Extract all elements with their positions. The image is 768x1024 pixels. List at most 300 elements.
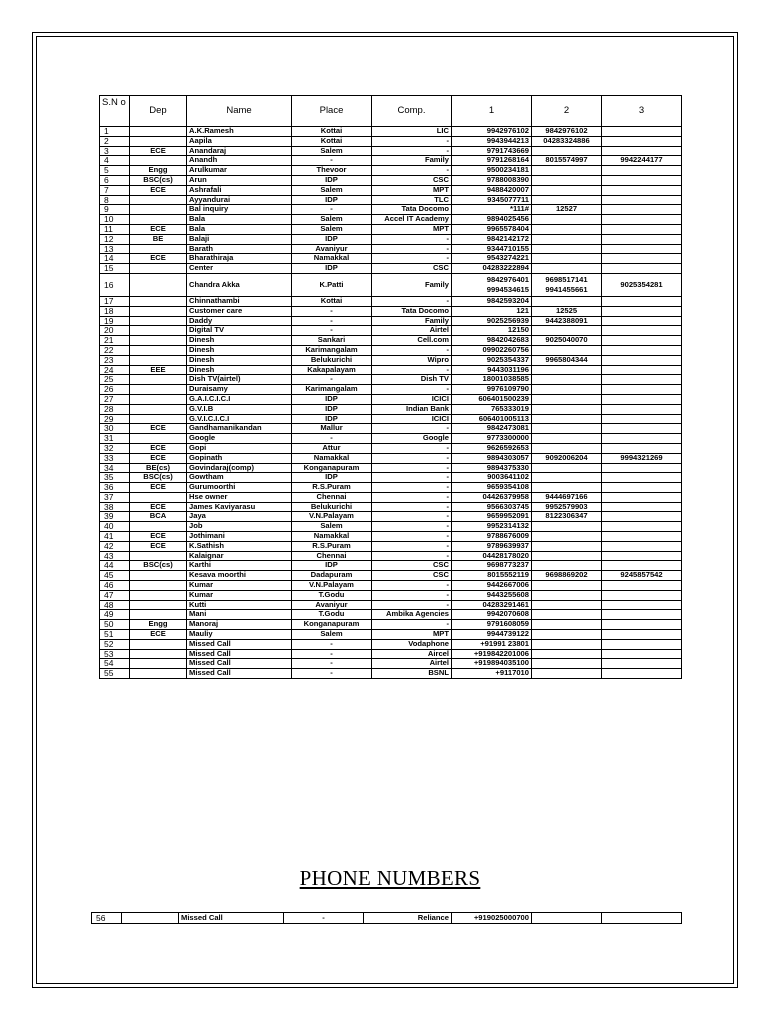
cell-sn: 18 [100, 306, 130, 316]
cell-phone-1: 9894303057 [452, 453, 532, 463]
cell-phone-3 [602, 254, 682, 264]
cell-dep: BE(cs) [130, 463, 187, 473]
cell-dep: EEE [130, 365, 187, 375]
cell-phone-1: 9976109790 [452, 385, 532, 395]
cell-place: V.N.Palayam [292, 581, 372, 591]
cell-comp: CSC [372, 561, 452, 571]
cell-phone-3: 9942244177 [602, 156, 682, 166]
table-row [100, 434, 682, 444]
cell-comp: Dish TV [372, 375, 452, 385]
cell-sn: 25 [100, 375, 130, 385]
table-row [100, 443, 682, 453]
cell-place: - [292, 669, 372, 679]
cell-place: K.Patti [292, 273, 372, 296]
cell-comp: ICICI [372, 414, 452, 424]
cell-phone-1: +919894035100 [452, 659, 532, 669]
cell-phone-2 [532, 541, 602, 551]
cell-dep [130, 649, 187, 659]
table-row [100, 463, 682, 473]
header-comp: Comp. [372, 96, 452, 127]
cell-dep [122, 913, 179, 924]
cell-phone-1: 9659354108 [452, 483, 532, 493]
cell-phone-3 [602, 234, 682, 244]
cell-phone-1: 9952314132 [452, 522, 532, 532]
cell-place: - [292, 375, 372, 385]
cell-comp: Tata Docomo [372, 205, 452, 215]
cell-sn: 2 [100, 136, 130, 146]
cell-comp: CSC [372, 571, 452, 581]
cell-sn: 40 [100, 522, 130, 532]
cell-phone-3 [602, 512, 682, 522]
cell-sn: 21 [100, 336, 130, 346]
cell-phone-1: 04283291461 [452, 600, 532, 610]
cell-phone-2 [532, 224, 602, 234]
cell-dep [130, 127, 187, 137]
cell-name: Gurumoorthi [187, 483, 292, 493]
table-row [100, 659, 682, 669]
cell-place: Kottai [292, 127, 372, 137]
cell-phone-1: 9659952091 [452, 512, 532, 522]
cell-phone-3 [602, 224, 682, 234]
cell-dep [130, 669, 187, 679]
cell-phone-3 [602, 610, 682, 620]
cell-comp: - [372, 443, 452, 453]
cell-phone-2: 12527 [532, 205, 602, 215]
cell-comp: - [372, 345, 452, 355]
cell-name: Bala [187, 215, 292, 225]
cell-name: G.V.I.C.I.C.I [187, 414, 292, 424]
cell-name: Bharathiraja [187, 254, 292, 264]
cell-sn: 12 [100, 234, 130, 244]
cell-name: Missed Call [187, 669, 292, 679]
cell-phone-1: 9791608059 [452, 620, 532, 630]
cell-phone-3 [602, 215, 682, 225]
cell-phone-3 [602, 630, 682, 640]
cell-phone-1: 18001038585 [452, 375, 532, 385]
cell-name: Dinesh [187, 365, 292, 375]
cell-phone-2 [532, 590, 602, 600]
cell-name: Kumar [187, 581, 292, 591]
table-row [100, 345, 682, 355]
cell-dep [130, 414, 187, 424]
table-row [100, 375, 682, 385]
table-row [100, 385, 682, 395]
cell-dep: ECE [130, 224, 187, 234]
cell-dep [130, 434, 187, 444]
cell-phone-2 [532, 424, 602, 434]
table-row [100, 234, 682, 244]
cell-place: Belukurichi [292, 355, 372, 365]
cell-phone-1-line: 9994534615 [486, 284, 529, 294]
cell-phone-3 [602, 541, 682, 551]
table-row [100, 146, 682, 156]
cell-phone-2 [532, 375, 602, 385]
cell-phone-1: 9842593204 [452, 296, 532, 306]
cell-place: Salem [292, 215, 372, 225]
cell-place: Konganapuram [292, 620, 372, 630]
cell-dep: Engg [130, 166, 187, 176]
cell-place: Konganapuram [292, 463, 372, 473]
cell-name: Missed Call [187, 659, 292, 669]
cell-dep [130, 551, 187, 561]
cell-name: Dinesh [187, 355, 292, 365]
cell-phone-2 [532, 394, 602, 404]
cell-phone-2: 04283324886 [532, 136, 602, 146]
cell-phone-2 [532, 473, 602, 483]
cell-phone-1 [452, 273, 532, 296]
cell-phone-2 [532, 630, 602, 640]
cell-phone-3 [602, 264, 682, 274]
cell-sn: 10 [100, 215, 130, 225]
cell-phone-2: 9842976102 [532, 127, 602, 137]
cell-place: Chennai [292, 492, 372, 502]
cell-place: Sankari [292, 336, 372, 346]
cell-name: Job [187, 522, 292, 532]
cell-phone-3 [602, 205, 682, 215]
cell-name: Jothimani [187, 532, 292, 542]
cell-place: Avaniyur [292, 600, 372, 610]
cell-phone-3 [602, 136, 682, 146]
cell-comp: Reliance [364, 913, 452, 924]
cell-place: Namakkal [292, 453, 372, 463]
table-row [100, 541, 682, 551]
cell-phone-1: 04426379958 [452, 492, 532, 502]
cell-phone-1: 9944739122 [452, 630, 532, 640]
cell-phone-3 [602, 913, 682, 924]
cell-place: Attur [292, 443, 372, 453]
cell-phone-3 [602, 561, 682, 571]
cell-sn: 1 [100, 127, 130, 137]
cell-phone-3 [602, 185, 682, 195]
cell-phone-3 [602, 649, 682, 659]
header-name: Name [187, 96, 292, 127]
table-row [92, 913, 682, 924]
cell-comp: Airtel [372, 326, 452, 336]
cell-sn: 22 [100, 345, 130, 355]
cell-name: Chinnathambi [187, 296, 292, 306]
cell-phone-2 [532, 551, 602, 561]
cell-phone-1: +919842201006 [452, 649, 532, 659]
cell-phone-2 [532, 273, 602, 296]
cell-dep [130, 590, 187, 600]
table-row [100, 185, 682, 195]
cell-sn: 36 [100, 483, 130, 493]
cell-sn: 3 [100, 146, 130, 156]
cell-phone-2 [532, 254, 602, 264]
cell-sn: 47 [100, 590, 130, 600]
table-row [100, 453, 682, 463]
cell-phone-1: 9626592653 [452, 443, 532, 453]
cell-comp: Family [372, 316, 452, 326]
cell-sn: 30 [100, 424, 130, 434]
cell-name: Digital TV [187, 326, 292, 336]
table-row [100, 404, 682, 414]
cell-place: Belukurichi [292, 502, 372, 512]
table-row [100, 365, 682, 375]
cell-place: - [292, 639, 372, 649]
cell-place: Karimangalam [292, 345, 372, 355]
cell-comp: Ambika Agencies [372, 610, 452, 620]
cell-phone-2 [532, 146, 602, 156]
cell-phone-3 [602, 581, 682, 591]
cell-name: A.K.Ramesh [187, 127, 292, 137]
cell-phone-2 [532, 234, 602, 244]
table-row [100, 175, 682, 185]
cell-place: - [292, 316, 372, 326]
cell-name: Barath [187, 244, 292, 254]
table-row [100, 551, 682, 561]
cell-comp: - [372, 541, 452, 551]
cell-comp: - [372, 385, 452, 395]
cell-phone-1: 9344710155 [452, 244, 532, 254]
cell-dep: ECE [130, 453, 187, 463]
cell-place: Salem [292, 522, 372, 532]
cell-comp: Wipro [372, 355, 452, 365]
cell-dep: ECE [130, 185, 187, 195]
cell-dep: ECE [130, 483, 187, 493]
cell-sn: 7 [100, 185, 130, 195]
cell-place: IDP [292, 414, 372, 424]
cell-phone-3 [602, 404, 682, 414]
page-title: PHONE NUMBERS [299, 866, 481, 890]
cell-comp: Family [372, 156, 452, 166]
cell-comp: - [372, 234, 452, 244]
cell-phone-2 [532, 649, 602, 659]
cell-comp: - [372, 600, 452, 610]
cell-phone-1: 9788676009 [452, 532, 532, 542]
table-row [100, 306, 682, 316]
cell-sn: 49 [100, 610, 130, 620]
cell-name: Karthi [187, 561, 292, 571]
cell-sn: 5 [100, 166, 130, 176]
cell-name: Aapila [187, 136, 292, 146]
cell-comp: Indian Bank [372, 404, 452, 414]
cell-phone-1: 04283222894 [452, 264, 532, 274]
cell-name: Mauliy [187, 630, 292, 640]
cell-phone-3 [602, 669, 682, 679]
cell-phone-3 [602, 473, 682, 483]
table-row [100, 561, 682, 571]
cell-phone-3 [602, 620, 682, 630]
cell-name: Hse owner [187, 492, 292, 502]
cell-name: Bal inquiry [187, 205, 292, 215]
cell-name: Dish TV(airtel) [187, 375, 292, 385]
cell-name: Bala [187, 224, 292, 234]
cell-name: Dinesh [187, 336, 292, 346]
cell-phone-2 [532, 264, 602, 274]
cell-phone-1: 9894025456 [452, 215, 532, 225]
cell-dep: ECE [130, 424, 187, 434]
cell-dep: BE [130, 234, 187, 244]
cell-name: Kalaignar [187, 551, 292, 561]
cell-phone-3 [602, 146, 682, 156]
cell-phone-1: 9443255608 [452, 590, 532, 600]
table-row [100, 600, 682, 610]
cell-phone-2 [532, 620, 602, 630]
cell-sn: 42 [100, 541, 130, 551]
cell-name: Customer care [187, 306, 292, 316]
cell-phone-1: 9543274221 [452, 254, 532, 264]
cell-sn: 9 [100, 205, 130, 215]
cell-comp: Accel IT Academy [372, 215, 452, 225]
cell-sn: 26 [100, 385, 130, 395]
cell-phone-2 [532, 600, 602, 610]
cell-phone-3 [602, 385, 682, 395]
cell-dep [130, 375, 187, 385]
cell-phone-3 [602, 532, 682, 542]
cell-place: - [292, 306, 372, 316]
table-row [100, 610, 682, 620]
cell-sn: 20 [100, 326, 130, 336]
cell-comp: LIC [372, 127, 452, 137]
table-row [100, 336, 682, 346]
cell-dep [130, 659, 187, 669]
cell-dep [130, 316, 187, 326]
cell-comp: Tata Docomo [372, 306, 452, 316]
cell-dep [130, 610, 187, 620]
cell-place: - [292, 649, 372, 659]
table-row [100, 264, 682, 274]
cell-phone-1: 9025354337 [452, 355, 532, 365]
cell-sn: 56 [92, 913, 122, 924]
cell-name: Kutti [187, 600, 292, 610]
cell-comp: ICICI [372, 394, 452, 404]
header-dep: Dep [130, 96, 187, 127]
cell-dep [130, 404, 187, 414]
cell-place: IDP [292, 394, 372, 404]
header-phone-3: 3 [602, 96, 682, 127]
cell-dep [130, 345, 187, 355]
cell-comp: - [372, 365, 452, 375]
cell-sn: 19 [100, 316, 130, 326]
cell-phone-2 [532, 610, 602, 620]
cell-sn: 8 [100, 195, 130, 205]
cell-phone-2 [532, 195, 602, 205]
cell-phone-2-line: 9698517141 [545, 274, 588, 284]
cell-dep: ECE [130, 532, 187, 542]
cell-place: IDP [292, 234, 372, 244]
cell-comp: - [372, 581, 452, 591]
cell-phone-2 [532, 385, 602, 395]
table-row [100, 649, 682, 659]
cell-sn: 44 [100, 561, 130, 571]
cell-phone-3 [602, 659, 682, 669]
cell-phone-2 [532, 561, 602, 571]
cell-phone-3 [602, 336, 682, 346]
cell-phone-1: 9842042683 [452, 336, 532, 346]
header-place: Place [292, 96, 372, 127]
cell-phone-2 [532, 326, 602, 336]
cell-phone-1: 606401005113 [452, 414, 532, 424]
cell-dep [130, 273, 187, 296]
cell-phone-1: *111# [452, 205, 532, 215]
cell-dep [130, 205, 187, 215]
cell-phone-2 [532, 345, 602, 355]
cell-comp: - [372, 532, 452, 542]
cell-phone-2: 9444697166 [532, 492, 602, 502]
cell-name: Ashrafali [187, 185, 292, 195]
cell-dep [130, 522, 187, 532]
cell-phone-1: 9500234181 [452, 166, 532, 176]
cell-phone-2 [532, 463, 602, 473]
cell-sn: 4 [100, 156, 130, 166]
cell-place: V.N.Palayam [292, 512, 372, 522]
cell-phone-3 [602, 296, 682, 306]
cell-phone-2 [532, 414, 602, 424]
cell-phone-3 [602, 551, 682, 561]
cell-sn: 50 [100, 620, 130, 630]
table-row [100, 254, 682, 264]
cell-sn: 48 [100, 600, 130, 610]
cell-name: Ayyandurai [187, 195, 292, 205]
cell-place: Karimangalam [292, 385, 372, 395]
cell-dep: BSC(cs) [130, 473, 187, 483]
table-row [100, 355, 682, 365]
table-row [100, 244, 682, 254]
cell-name: Arun [187, 175, 292, 185]
table-row [100, 571, 682, 581]
cell-place: Salem [292, 146, 372, 156]
cell-place: Thevoor [292, 166, 372, 176]
cell-phone-3 [602, 492, 682, 502]
cell-phone-2: 9952579903 [532, 502, 602, 512]
table-row [100, 522, 682, 532]
cell-dep: BSC(cs) [130, 561, 187, 571]
table-row [100, 273, 682, 296]
cell-sn: 39 [100, 512, 130, 522]
extra-table [91, 912, 682, 924]
cell-comp: - [372, 244, 452, 254]
table-row [100, 205, 682, 215]
cell-phone-3 [602, 326, 682, 336]
cell-name: Mani [187, 610, 292, 620]
cell-phone-2 [532, 659, 602, 669]
cell-place: Chennai [292, 551, 372, 561]
cell-dep [130, 156, 187, 166]
cell-sn: 37 [100, 492, 130, 502]
table-row [100, 316, 682, 326]
cell-place: IDP [292, 561, 372, 571]
cell-comp: - [372, 590, 452, 600]
cell-sn: 16 [100, 273, 130, 296]
cell-phone-1: +919025000700 [452, 913, 532, 924]
table-row [100, 156, 682, 166]
cell-comp: MPT [372, 224, 452, 234]
cell-phone-3: 9245857542 [602, 571, 682, 581]
cell-dep: ECE [130, 443, 187, 453]
cell-phone-2: 9965804344 [532, 355, 602, 365]
cell-dep [130, 306, 187, 316]
cell-phone-3: 9994321269 [602, 453, 682, 463]
cell-comp: - [372, 296, 452, 306]
cell-sn: 14 [100, 254, 130, 264]
cell-place: Dadapuram [292, 571, 372, 581]
table-row [100, 581, 682, 591]
cell-place: IDP [292, 195, 372, 205]
cell-phone-1: 9942070608 [452, 610, 532, 620]
cell-sn: 28 [100, 404, 130, 414]
cell-phone-3 [602, 345, 682, 355]
cell-place: - [292, 659, 372, 669]
cell-dep: ECE [130, 254, 187, 264]
table-row [100, 590, 682, 600]
cell-dep [130, 385, 187, 395]
cell-sn: 46 [100, 581, 130, 591]
cell-dep [130, 215, 187, 225]
cell-comp: - [372, 146, 452, 156]
cell-comp: Google [372, 434, 452, 444]
cell-dep [130, 195, 187, 205]
